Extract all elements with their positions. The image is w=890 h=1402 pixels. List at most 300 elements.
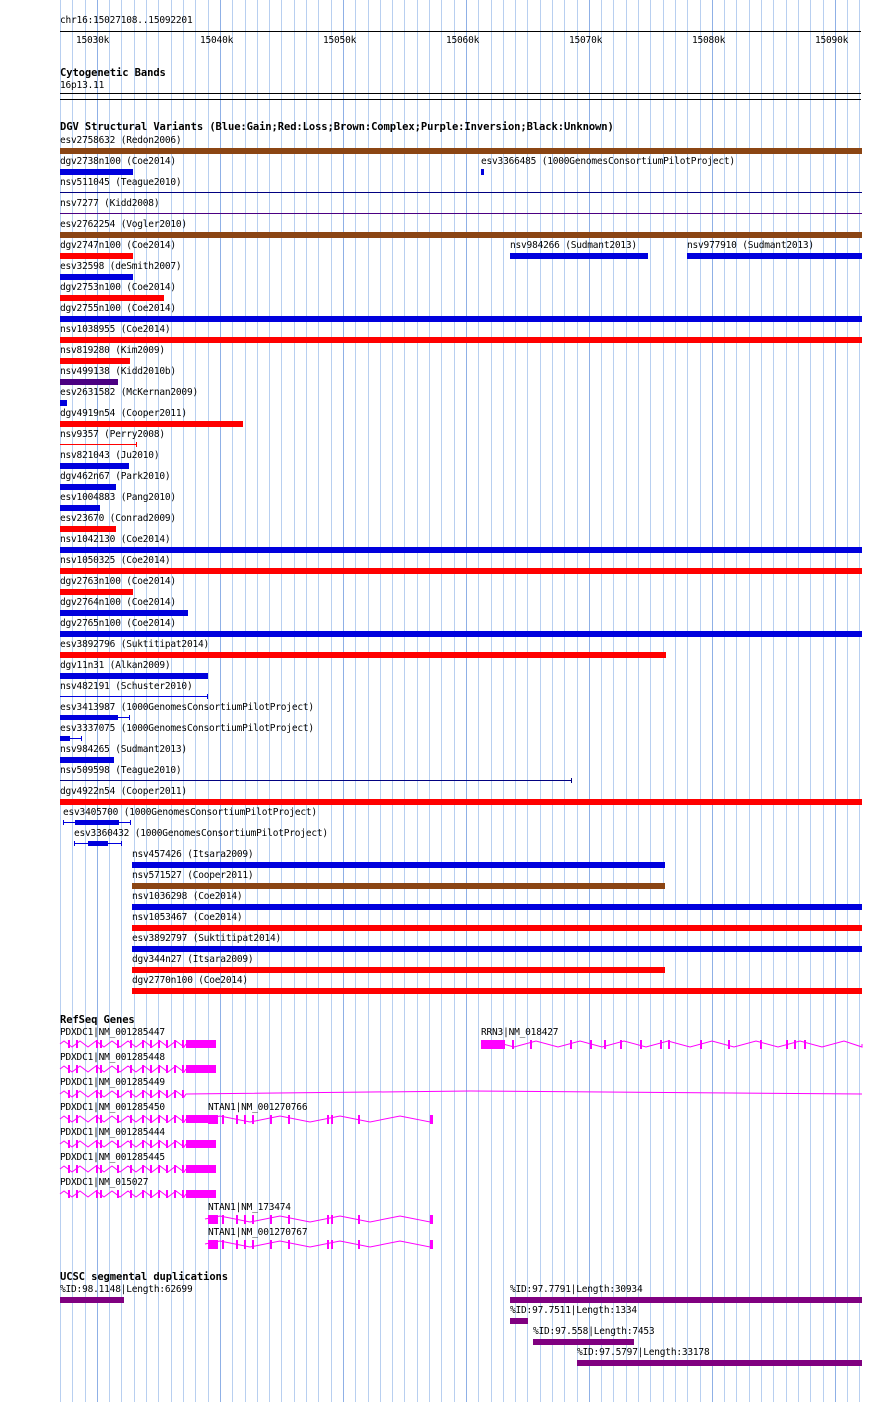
- gene-exon[interactable]: [270, 1115, 272, 1124]
- dgv-variant-label[interactable]: nsv482191 (Schuster2010): [60, 681, 193, 692]
- gene-exon[interactable]: [174, 1165, 176, 1173]
- grid-line: [663, 0, 664, 1402]
- gene-exon[interactable]: [142, 1040, 144, 1048]
- grid-line: [552, 0, 553, 1402]
- gene-exon[interactable]: [68, 1190, 70, 1198]
- grid-line: [712, 0, 713, 1402]
- gene-exon[interactable]: [174, 1040, 176, 1048]
- gene-exon[interactable]: [130, 1040, 132, 1048]
- dgv-variant-label[interactable]: dgv2753n100 (Coe2014): [60, 282, 176, 293]
- grid-line: [515, 0, 516, 1402]
- gene-exon[interactable]: [68, 1040, 70, 1048]
- dgv-variant-bar[interactable]: [75, 820, 119, 825]
- gene-exon[interactable]: [150, 1065, 152, 1073]
- gene-exon[interactable]: [570, 1040, 572, 1049]
- dgv-variant-label[interactable]: nsv571527 (Cooper2011): [132, 870, 254, 881]
- gene-exon[interactable]: [236, 1115, 238, 1124]
- gene-exon[interactable]: [68, 1090, 70, 1098]
- dgv-variant-label[interactable]: nsv821043 (Ju2010): [60, 450, 160, 461]
- dgv-variant-bar[interactable]: [60, 192, 862, 193]
- dgv-variant-bar[interactable]: [60, 444, 137, 445]
- gene-exon[interactable]: [222, 1215, 224, 1224]
- dgv-variant-label[interactable]: dgv2763n100 (Coe2014): [60, 576, 176, 587]
- dgv-variant-label[interactable]: dgv11n31 (Alkan2009): [60, 660, 171, 671]
- gene-exon[interactable]: [117, 1090, 119, 1098]
- track-title-segdup[interactable]: UCSC segmental duplications: [60, 1271, 228, 1283]
- dgv-variant-bar[interactable]: [60, 148, 862, 154]
- segdup-bar[interactable]: [510, 1318, 528, 1324]
- dgv-variant-label[interactable]: nsv7277 (Kidd2008): [60, 198, 160, 209]
- dgv-variant-label[interactable]: dgv344n27 (Itsara2009): [132, 954, 254, 965]
- dgv-variant-label[interactable]: nsv819280 (Kim2009): [60, 345, 165, 356]
- dgv-variant-bar[interactable]: [60, 253, 133, 259]
- ruler-tick-label: 15030k: [76, 35, 110, 46]
- dgv-variant-label[interactable]: dgv2738n100 (Coe2014): [60, 156, 176, 167]
- dgv-variant-label[interactable]: esv3405700 (1000GenomesConsortiumPilotProject): [63, 807, 317, 818]
- gene-exon[interactable]: [166, 1190, 168, 1198]
- gene-exon[interactable]: [430, 1240, 433, 1249]
- gene-exon[interactable]: [117, 1140, 119, 1148]
- grid-line: [786, 0, 787, 1402]
- refseq-gene-label[interactable]: PDXDC1|NM_001285449: [60, 1077, 165, 1088]
- dgv-variant-bar[interactable]: [60, 780, 572, 781]
- dgv-variant-label[interactable]: esv23670 (Conrad2009): [60, 513, 176, 524]
- grid-line: [724, 0, 725, 1402]
- gene-exon[interactable]: [236, 1215, 238, 1224]
- refseq-gene-label[interactable]: PDXDC1|NM_001285448: [60, 1052, 165, 1063]
- gene-exon[interactable]: [288, 1215, 290, 1224]
- grid-line: [773, 0, 774, 1402]
- gene-exon[interactable]: [150, 1115, 152, 1123]
- gene-exon[interactable]: [620, 1040, 622, 1049]
- refseq-gene-label[interactable]: PDXDC1|NM_001285447: [60, 1027, 165, 1038]
- dgv-variant-tick[interactable]: [130, 820, 131, 825]
- gene-exon[interactable]: [150, 1140, 152, 1148]
- gene-exon[interactable]: [327, 1240, 329, 1249]
- gene-exon[interactable]: [728, 1040, 730, 1049]
- ruler-axis: [60, 31, 861, 32]
- dgv-variant-bar[interactable]: [132, 946, 862, 952]
- dgv-variant-label[interactable]: nsv9357 (Perry2008): [60, 429, 165, 440]
- dgv-variant-label[interactable]: dgv2755n100 (Coe2014): [60, 303, 176, 314]
- grid-line: [823, 0, 824, 1402]
- dgv-variant-label[interactable]: nsv499138 (Kidd2010b): [60, 366, 176, 377]
- dgv-variant-label[interactable]: esv1004883 (Pang2010): [60, 492, 176, 503]
- grid-line: [798, 0, 799, 1402]
- dgv-variant-bar[interactable]: [60, 421, 243, 427]
- gene-exon[interactable]: [186, 1040, 216, 1048]
- gene-exon[interactable]: [100, 1040, 102, 1048]
- gene-exon[interactable]: [794, 1040, 796, 1049]
- dgv-variant-tick[interactable]: [81, 736, 82, 741]
- dgv-variant-bar[interactable]: [132, 925, 862, 931]
- gene-exon[interactable]: [358, 1115, 360, 1124]
- dgv-variant-bar[interactable]: [60, 568, 862, 574]
- grid-line: [331, 0, 332, 1402]
- grid-line: [441, 0, 442, 1402]
- grid-line: [454, 0, 455, 1402]
- cytoband-label: 16p13.11: [60, 80, 105, 91]
- gene-exon[interactable]: [358, 1240, 360, 1249]
- gene-exon[interactable]: [530, 1040, 532, 1049]
- segdup-bar[interactable]: [510, 1297, 862, 1303]
- grid-line: [638, 0, 639, 1402]
- gene-exon[interactable]: [166, 1165, 168, 1173]
- segdup-label[interactable]: %ID:97.558|Length:7453: [533, 1326, 655, 1337]
- grid-line: [85, 0, 86, 1402]
- dgv-variant-label[interactable]: nsv984265 (Sudmant2013): [60, 744, 187, 755]
- grid-line: [281, 0, 282, 1402]
- gene-exon[interactable]: [150, 1165, 152, 1173]
- gene-exon[interactable]: [252, 1215, 254, 1224]
- dgv-variant-bar[interactable]: [60, 589, 133, 595]
- refseq-gene-label[interactable]: NTAN1|NM_001270766: [208, 1102, 308, 1113]
- gene-exon[interactable]: [76, 1140, 78, 1148]
- dgv-variant-label[interactable]: dgv2770n100 (Coe2014): [132, 975, 248, 986]
- grid-line: [220, 0, 221, 1402]
- gene-intron[interactable]: [60, 1091, 186, 1097]
- gene-exon[interactable]: [166, 1090, 168, 1098]
- dgv-variant-label[interactable]: dgv4922n54 (Cooper2011): [60, 786, 187, 797]
- refseq-gene-label[interactable]: PDXDC1|NM_015027: [60, 1177, 149, 1188]
- gene-exon[interactable]: [222, 1240, 224, 1249]
- dgv-variant-bar[interactable]: [60, 213, 862, 214]
- dgv-variant-bar[interactable]: [60, 652, 666, 658]
- grid-line: [158, 0, 159, 1402]
- dgv-variant-label[interactable]: dgv2747n100 (Coe2014): [60, 240, 176, 251]
- gene-exon[interactable]: [208, 1240, 218, 1249]
- grid-line: [540, 0, 541, 1402]
- gene-exon[interactable]: [327, 1215, 329, 1224]
- grid-line: [749, 0, 750, 1402]
- refseq-gene-label[interactable]: PDXDC1|NM_001285450: [60, 1102, 165, 1113]
- gene-intron[interactable]: [60, 1041, 186, 1047]
- gene-exon[interactable]: [76, 1165, 78, 1173]
- ruler-position: chr16:15027108..15092201: [60, 15, 193, 26]
- gene-exon[interactable]: [288, 1240, 290, 1249]
- grid-line: [835, 0, 836, 1402]
- dgv-variant-bar[interactable]: [60, 295, 164, 301]
- gene-exon[interactable]: [76, 1190, 78, 1198]
- dgv-variant-bar[interactable]: [132, 904, 862, 910]
- gene-exon[interactable]: [117, 1165, 119, 1173]
- dgv-variant-label[interactable]: dgv2765n100 (Coe2014): [60, 618, 176, 629]
- refseq-gene-label[interactable]: PDXDC1|NM_001285445: [60, 1152, 165, 1163]
- gene-exon[interactable]: [142, 1065, 144, 1073]
- gene-exon[interactable]: [130, 1065, 132, 1073]
- grid-line: [355, 0, 356, 1402]
- grid-line: [429, 0, 430, 1402]
- dgv-variant-bar[interactable]: [510, 253, 648, 259]
- gene-exon[interactable]: [668, 1040, 670, 1049]
- grid-line: [109, 0, 110, 1402]
- gene-exon[interactable]: [430, 1215, 433, 1224]
- gene-exon[interactable]: [117, 1040, 119, 1048]
- dgv-variant-tick[interactable]: [571, 778, 572, 783]
- dgv-variant-bar[interactable]: [60, 316, 862, 322]
- segdup-label[interactable]: %ID:97.7791|Length:30934: [510, 1284, 643, 1295]
- dgv-variant-bar[interactable]: [132, 862, 665, 868]
- dgv-variant-bar[interactable]: [60, 400, 67, 406]
- grid-line: [232, 0, 233, 1402]
- dgv-variant-bar[interactable]: [687, 253, 862, 259]
- gene-exon[interactable]: [270, 1240, 272, 1249]
- dgv-variant-bar[interactable]: [132, 883, 665, 889]
- gene-exon[interactable]: [117, 1065, 119, 1073]
- dgv-variant-bar[interactable]: [60, 736, 70, 741]
- gene-exon[interactable]: [358, 1215, 360, 1224]
- dgv-variant-bar[interactable]: [132, 988, 862, 994]
- gene-exon[interactable]: [130, 1090, 132, 1098]
- dgv-variant-label[interactable]: nsv1053467 (Coe2014): [132, 912, 243, 923]
- dgv-variant-bar[interactable]: [60, 337, 862, 343]
- dgv-variant-label[interactable]: esv3413987 (1000GenomesConsortiumPilotProject): [60, 702, 314, 713]
- grid-line: [97, 0, 98, 1402]
- gene-exon[interactable]: [186, 1140, 216, 1148]
- dgv-variant-label[interactable]: esv3366485 (1000GenomesConsortiumPilotProject): [481, 156, 735, 167]
- dgv-variant-label[interactable]: esv3360432 (1000GenomesConsortiumPilotProject): [74, 828, 328, 839]
- dgv-variant-label[interactable]: esv2631582 (McKernan2009): [60, 387, 198, 398]
- dgv-variant-label[interactable]: nsv509598 (Teague2010): [60, 765, 182, 776]
- dgv-variant-bar[interactable]: [60, 232, 862, 238]
- dgv-variant-bar[interactable]: [60, 631, 862, 637]
- dgv-variant-label[interactable]: dgv462n67 (Park2010): [60, 471, 171, 482]
- grid-line: [736, 0, 737, 1402]
- dgv-variant-bar[interactable]: [60, 696, 208, 697]
- gene-exon[interactable]: [512, 1040, 514, 1049]
- gene-exon[interactable]: [430, 1115, 433, 1124]
- dgv-variant-label[interactable]: nsv1038955 (Coe2014): [60, 324, 171, 335]
- dgv-variant-bar[interactable]: [60, 673, 208, 679]
- gene-exon[interactable]: [252, 1240, 254, 1249]
- dgv-variant-bar[interactable]: [481, 169, 484, 175]
- dgv-variant-label[interactable]: esv3892796 (Suktitipat2014): [60, 639, 210, 650]
- gene-exon[interactable]: [174, 1115, 176, 1123]
- grid-line: [859, 0, 860, 1402]
- dgv-variant-label[interactable]: nsv511045 (Teague2010): [60, 177, 182, 188]
- gene-exon[interactable]: [100, 1140, 102, 1148]
- gene-intron[interactable]: [60, 1141, 186, 1147]
- dgv-variant-bar[interactable]: [60, 526, 116, 532]
- dgv-variant-tick[interactable]: [136, 442, 137, 447]
- grid-line: [269, 0, 270, 1402]
- gene-exon[interactable]: [186, 1165, 216, 1173]
- gene-exon[interactable]: [142, 1165, 144, 1173]
- dgv-variant-bar[interactable]: [60, 715, 118, 720]
- grid-line: [613, 0, 614, 1402]
- refseq-gene-label[interactable]: PDXDC1|NM_001285444: [60, 1127, 165, 1138]
- gene-intron[interactable]: [481, 1041, 862, 1047]
- gene-exon[interactable]: [640, 1040, 642, 1049]
- gene-exon[interactable]: [590, 1040, 592, 1049]
- grid-line: [650, 0, 651, 1402]
- dgv-variant-label[interactable]: dgv2764n100 (Coe2014): [60, 597, 176, 608]
- grid-line: [343, 0, 344, 1402]
- gene-exon[interactable]: [804, 1040, 806, 1049]
- dgv-variant-label[interactable]: nsv1042130 (Coe2014): [60, 534, 171, 545]
- gene-exon[interactable]: [186, 1115, 216, 1123]
- gene-exon[interactable]: [100, 1090, 102, 1098]
- segdup-bar[interactable]: [577, 1360, 862, 1366]
- gene-exon[interactable]: [186, 1065, 216, 1073]
- grid-line: [245, 0, 246, 1402]
- cytoband-bar-top: [60, 93, 861, 94]
- gene-exon[interactable]: [117, 1115, 119, 1123]
- gene-exon[interactable]: [68, 1140, 70, 1148]
- dgv-variant-label[interactable]: esv2762254 (Vogler2010): [60, 219, 187, 230]
- gene-exon[interactable]: [174, 1090, 176, 1098]
- gene-exon[interactable]: [100, 1115, 102, 1123]
- gene-exon[interactable]: [604, 1040, 606, 1049]
- gene-exon[interactable]: [186, 1190, 216, 1198]
- gene-exon[interactable]: [100, 1165, 102, 1173]
- dgv-variant-tick[interactable]: [74, 841, 75, 846]
- refseq-gene-label[interactable]: NTAN1|NM_001270767: [208, 1227, 308, 1238]
- grid-line: [306, 0, 307, 1402]
- gene-exon[interactable]: [150, 1190, 152, 1198]
- grid-line: [392, 0, 393, 1402]
- grid-line: [60, 0, 61, 1402]
- dgv-variant-label[interactable]: esv2758632 (Redon2006): [60, 135, 182, 146]
- grid-line: [318, 0, 319, 1402]
- gene-exon[interactable]: [288, 1115, 290, 1124]
- gene-exon[interactable]: [100, 1065, 102, 1073]
- gene-exon[interactable]: [327, 1115, 329, 1124]
- dgv-variant-bar[interactable]: [60, 799, 862, 805]
- gene-exon[interactable]: [174, 1065, 176, 1073]
- gene-exon[interactable]: [76, 1115, 78, 1123]
- grid-line: [589, 0, 590, 1402]
- dgv-variant-bar[interactable]: [60, 379, 118, 385]
- dgv-variant-bar[interactable]: [60, 547, 862, 553]
- grid-line: [491, 0, 492, 1402]
- dgv-variant-label[interactable]: esv3337075 (1000GenomesConsortiumPilotProject): [60, 723, 314, 734]
- gene-exon[interactable]: [117, 1190, 119, 1198]
- grid-line: [847, 0, 848, 1402]
- grid-line: [417, 0, 418, 1402]
- gene-exon[interactable]: [142, 1190, 144, 1198]
- gene-exon[interactable]: [252, 1115, 254, 1124]
- gene-exon[interactable]: [166, 1140, 168, 1148]
- dgv-variant-tick[interactable]: [207, 694, 208, 699]
- grid-line: [171, 0, 172, 1402]
- grid-line: [761, 0, 762, 1402]
- gene-exon[interactable]: [76, 1040, 78, 1048]
- gene-exon[interactable]: [100, 1190, 102, 1198]
- dgv-variant-bar[interactable]: [132, 967, 665, 973]
- cytoband-bar-bottom: [60, 99, 861, 100]
- gene-exon[interactable]: [166, 1065, 168, 1073]
- dgv-variant-bar[interactable]: [60, 484, 116, 490]
- segdup-bar[interactable]: [60, 1297, 124, 1303]
- track-title-refseq[interactable]: RefSeq Genes: [60, 1014, 135, 1026]
- segdup-label[interactable]: %ID:97.5797|Length:33178: [577, 1347, 710, 1358]
- dgv-variant-label[interactable]: nsv984266 (Sudmant2013): [510, 240, 637, 251]
- gene-exon[interactable]: [130, 1140, 132, 1148]
- dgv-variant-bar[interactable]: [60, 505, 100, 511]
- dgv-variant-bar[interactable]: [60, 463, 129, 469]
- dgv-variant-bar[interactable]: [60, 169, 133, 175]
- track-title-dgv[interactable]: DGV Structural Variants (Blue:Gain;Red:Loss;Brown:Complex;Purple:Inversion;Black:Unknown): [60, 121, 614, 133]
- grid-line: [146, 0, 147, 1402]
- gene-exon[interactable]: [222, 1115, 224, 1124]
- gene-exon[interactable]: [270, 1215, 272, 1224]
- gene-exon[interactable]: [76, 1065, 78, 1073]
- gene-exon[interactable]: [660, 1040, 662, 1049]
- gene-exon[interactable]: [208, 1215, 218, 1224]
- grid-line: [626, 0, 627, 1402]
- gene-exon[interactable]: [166, 1115, 168, 1123]
- dgv-variant-label[interactable]: esv3892797 (Suktitipat2014): [132, 933, 282, 944]
- gene-exon[interactable]: [481, 1040, 505, 1049]
- dgv-variant-bar[interactable]: [60, 358, 130, 364]
- grid-line: [810, 0, 811, 1402]
- segdup-label[interactable]: %ID:97.7511|Length:1334: [510, 1305, 637, 1316]
- dgv-variant-label[interactable]: nsv1036298 (Coe2014): [132, 891, 243, 902]
- gene-intron[interactable]: [60, 1116, 186, 1122]
- ruler-tick-label: 15090k: [815, 35, 849, 46]
- gene-exon[interactable]: [166, 1040, 168, 1048]
- dgv-variant-label[interactable]: nsv457426 (Itsara2009): [132, 849, 254, 860]
- gene-exon[interactable]: [130, 1190, 132, 1198]
- grid-line: [380, 0, 381, 1402]
- gene-exon[interactable]: [142, 1115, 144, 1123]
- segdup-label[interactable]: %ID:98.1148|Length:62699: [60, 1284, 193, 1295]
- refseq-gene-label[interactable]: NTAN1|NM_173474: [208, 1202, 291, 1213]
- track-title-cytoband[interactable]: Cytogenetic Bands: [60, 67, 166, 79]
- gene-exon[interactable]: [130, 1165, 132, 1173]
- dgv-variant-bar[interactable]: [60, 274, 133, 280]
- dgv-variant-label[interactable]: esv32598 (deSmith2007): [60, 261, 182, 272]
- dgv-variant-tick[interactable]: [121, 841, 122, 846]
- gene-exon[interactable]: [150, 1040, 152, 1048]
- refseq-gene-label[interactable]: RRN3|NM_018427: [481, 1027, 559, 1038]
- gene-exon[interactable]: [68, 1065, 70, 1073]
- dgv-variant-bar[interactable]: [60, 757, 114, 763]
- gene-exon[interactable]: [142, 1090, 144, 1098]
- gene-exon[interactable]: [150, 1090, 152, 1098]
- gene-exon[interactable]: [236, 1240, 238, 1249]
- dgv-variant-bar[interactable]: [60, 610, 188, 616]
- ruler-tick-label: 15070k: [569, 35, 603, 46]
- dgv-variant-tick[interactable]: [63, 820, 64, 825]
- gene-exon[interactable]: [208, 1115, 218, 1124]
- grid-line: [134, 0, 135, 1402]
- gene-exon[interactable]: [68, 1165, 70, 1173]
- gene-exon[interactable]: [142, 1140, 144, 1148]
- gene-exon[interactable]: [174, 1140, 176, 1148]
- ruler-tick-label: 15060k: [446, 35, 480, 46]
- dgv-variant-label[interactable]: nsv977910 (Sudmant2013): [687, 240, 814, 251]
- gene-exon[interactable]: [130, 1115, 132, 1123]
- dgv-variant-label[interactable]: dgv4919n54 (Cooper2011): [60, 408, 187, 419]
- gene-exon[interactable]: [174, 1190, 176, 1198]
- gene-exon[interactable]: [68, 1115, 70, 1123]
- grid-line: [404, 0, 405, 1402]
- gene-intron[interactable]: [60, 1166, 186, 1172]
- dgv-variant-bar[interactable]: [88, 841, 108, 846]
- grid-line: [503, 0, 504, 1402]
- dgv-variant-label[interactable]: nsv1050325 (Coe2014): [60, 555, 171, 566]
- segdup-bar[interactable]: [533, 1339, 634, 1345]
- gene-intron[interactable]: [60, 1066, 186, 1072]
- gene-intron[interactable]: [60, 1191, 186, 1197]
- grid-line: [208, 0, 209, 1402]
- grid-line: [368, 0, 369, 1402]
- grid-line: [257, 0, 258, 1402]
- gene-exon[interactable]: [76, 1090, 78, 1098]
- dgv-variant-tick[interactable]: [129, 715, 130, 720]
